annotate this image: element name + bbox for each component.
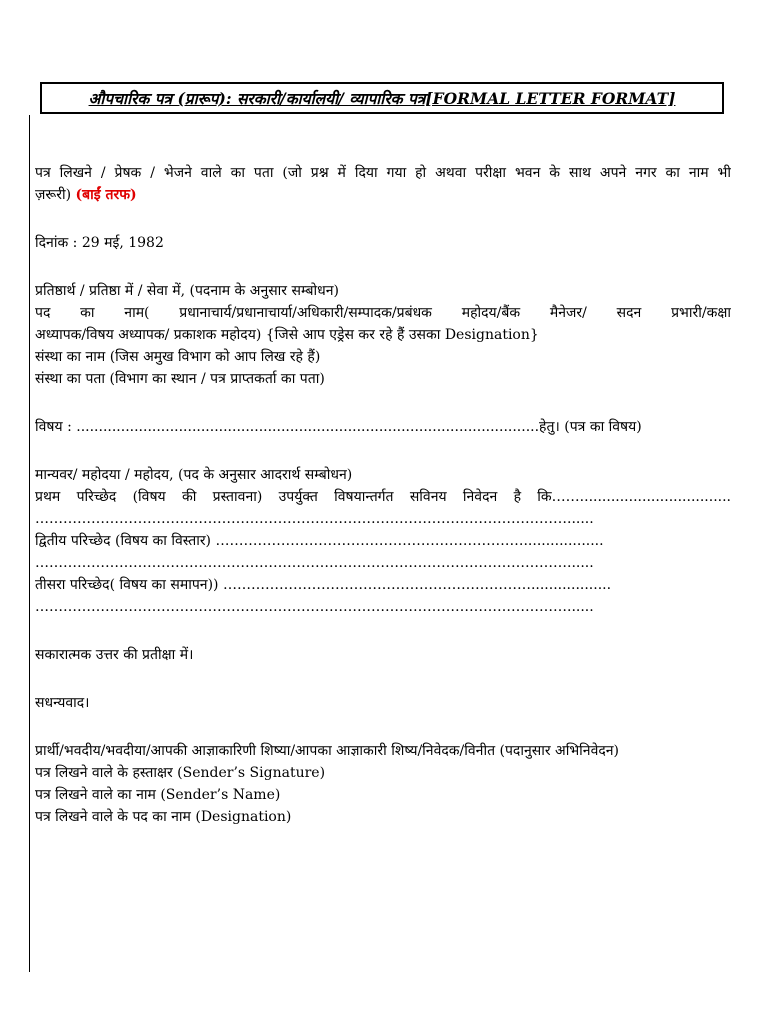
spacer — [35, 666, 731, 692]
body-paragraph-1: प्रथम परिच्छेद (विषय की प्रस्तावना) उपर्युक्त विषयान्तर्गत सविनय निवेदन है कि…….................................. — [35, 489, 731, 505]
spacer — [35, 206, 731, 232]
sender-address-note: (बाईं तरफ) — [75, 187, 137, 203]
date-line: दिनांक : 29 मई, 1982 — [35, 235, 164, 251]
closing-designation: पत्र लिखने वाले के पद का नाम (Designation) — [35, 809, 292, 825]
body-dots-3: ……………………………………………………………………………………………………...... — [35, 599, 594, 615]
closing-name: पत्र लिखने वाले का नाम (Sender’s Name) — [35, 787, 281, 803]
spacer — [35, 254, 731, 280]
body-paragraph-3: तीसरा परिच्छेद( विषय का समापन)) ………………………………………………………….................. — [35, 577, 612, 593]
closing-signature: पत्र लिखने वाले के हस्ताक्षर (Sender’s Signature) — [35, 765, 326, 781]
body-address-line: मान्यवर/ महोदया / महोदय, (पद के अनुसार आदरार्थ सम्बोधन) — [35, 467, 353, 483]
left-margin-rule — [29, 115, 30, 972]
recipient-org-name: संस्था का नाम (जिस अमुख विभाग को आप लिख रहे हैं) — [35, 349, 321, 365]
closing-signoff: प्रार्थी/भवदीय/भवदीया/आपकी आज्ञाकारिणी शिष्या/आपका आज्ञाकारी शिष्य/निवेदक/विनीत (पदानुसार अभिनिवेदन) — [35, 743, 620, 759]
recipient-designation-line2: अध्यापक/विषय अध्यापक/ प्रकाशक महोदय) {जिसे आप एड्रेस कर रहे हैं उसका Designation} — [35, 327, 539, 343]
body-paragraph-2: द्वितीय परिच्छेद (विषय का विस्तार) ………………………………………………………….................. — [35, 533, 604, 549]
subject-line: विषय : ........................................................................................................हेतु। (पत्र का विषय) — [35, 419, 642, 435]
sender-address-line2 — [35, 184, 731, 206]
spacer — [35, 390, 731, 416]
recipient-org-address: संस्था का पता (विभाग का स्थान / पत्र प्राप्तकर्ता का पता) — [35, 371, 325, 387]
closing-awaiting: सकारात्मक उत्तर की प्रतीक्षा में। — [35, 647, 194, 663]
spacer — [35, 438, 731, 464]
recipient-salutation: प्रतिष्ठार्थ / प्रतिष्ठा में / सेवा में, (पदनाम के अनुसार सम्बोधन) — [35, 283, 339, 299]
sender-address-text: ज़रूरी) — [35, 187, 72, 203]
document-title: औपचारिक पत्र (प्रारूप): सरकारी/कार्यालयी/ व्यापारिक पत्र[FORMAL LETTER FORMAT] — [40, 82, 724, 114]
body-dots-1: ……………………………………………………………………………………………………...... — [35, 511, 594, 527]
closing-thanks: सधन्यवाद। — [35, 695, 90, 711]
sender-address-line1: पत्र लिखने / प्रेषक / भेजने वाले का पता (जो प्रश्न में दिया गया हो अथवा परीक्षा भवन के साथ अपने नगर का नाम भी — [35, 165, 731, 181]
body-dots-2: ……………………………………………………………………………………………………...... — [35, 555, 594, 571]
spacer — [35, 618, 731, 644]
recipient-designation-line1: पद का नाम( प्रधानाचार्य/प्रधानाचार्या/अधिकारी/सम्पादक/प्रबंधक महोदय/बैंक मैनेजर/ सदन प्रभारी/कक्षा — [35, 305, 731, 321]
spacer — [35, 714, 731, 740]
letter-content — [35, 162, 731, 828]
